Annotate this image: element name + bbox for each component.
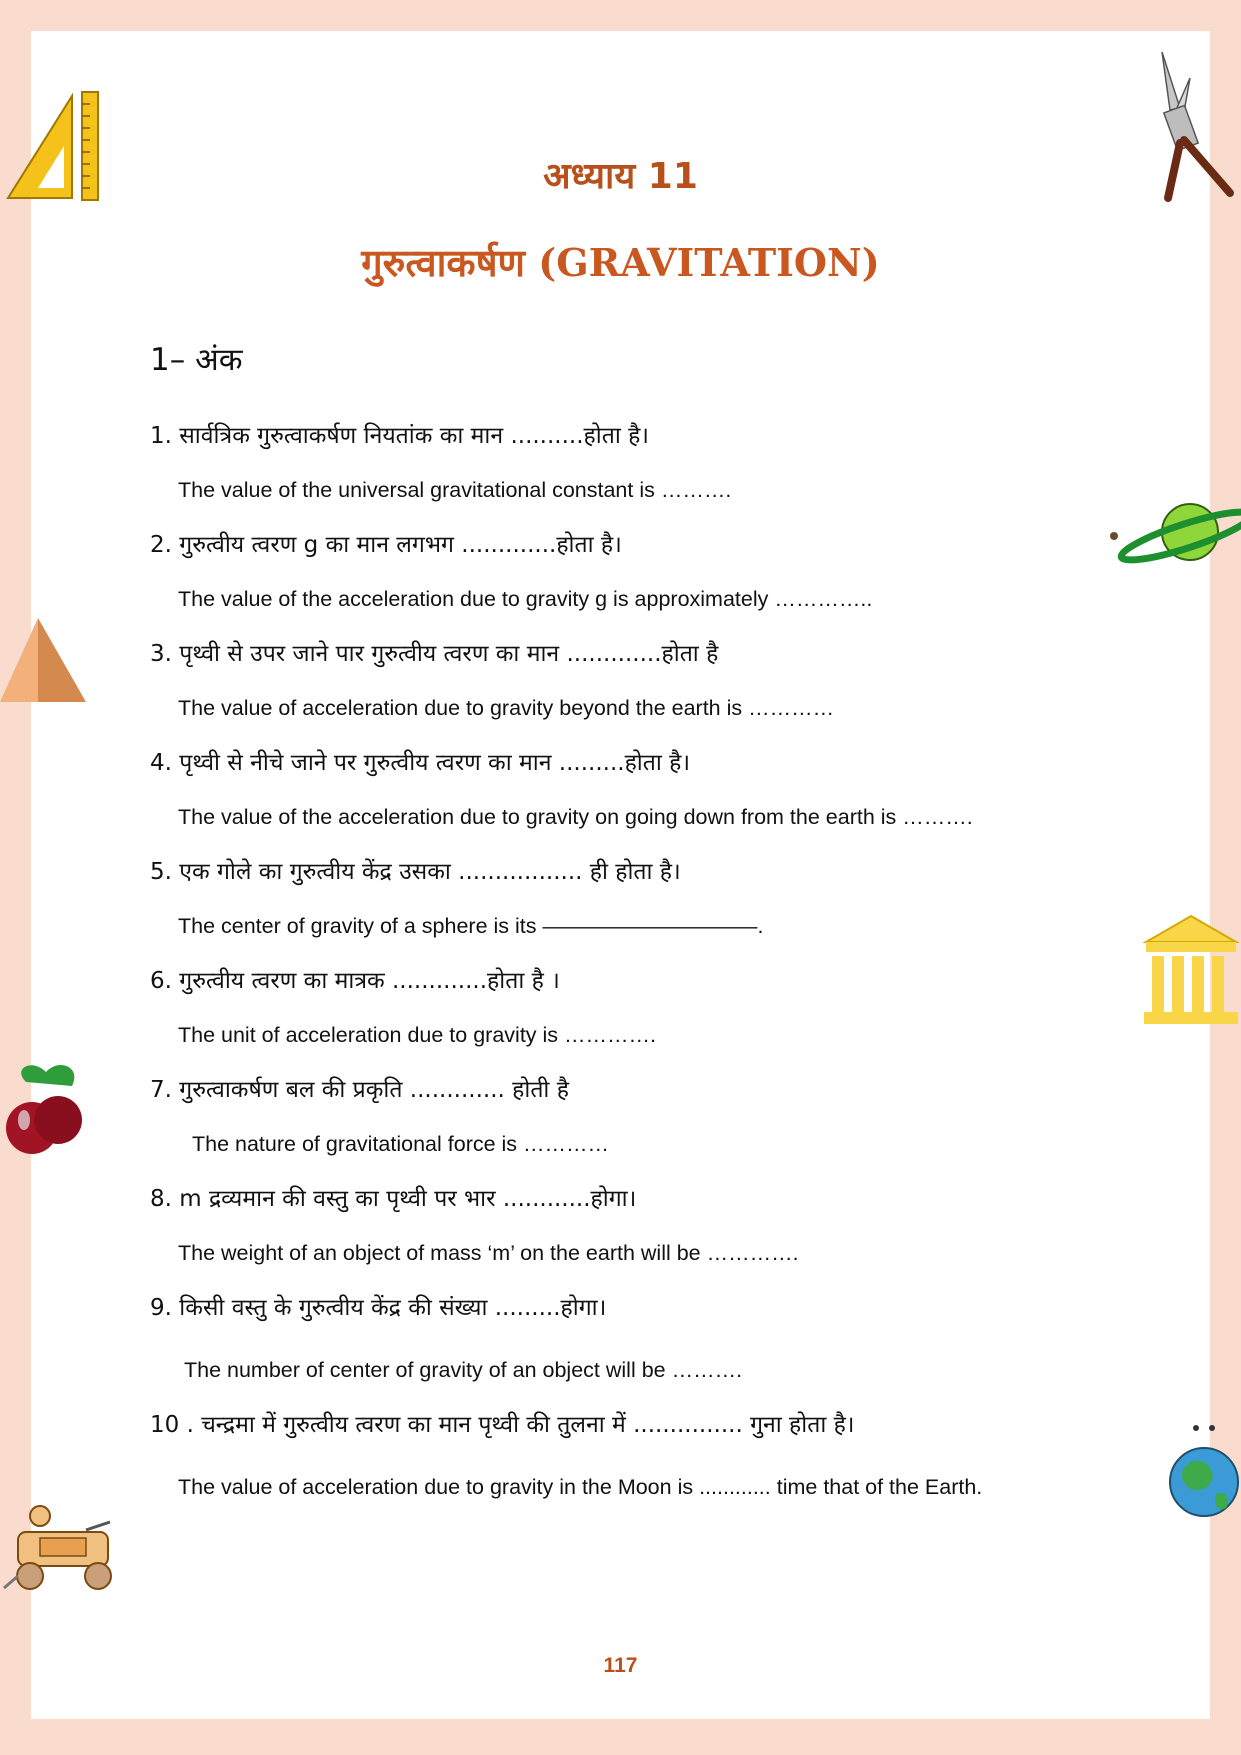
question-5-english: The center of gravity of a sphere is its ——————————. <box>178 914 764 938</box>
vehicle-icon <box>0 1502 125 1597</box>
question-10-english: The value of acceleration due to gravity in the Moon is ............ time that of the Earth. <box>178 1475 983 1499</box>
question-7-english: The nature of gravitational force is ………… <box>192 1132 610 1156</box>
question-5-hindi: 5. एक गोले का गुरुत्वीय केंद्र उसका ................. ही होता है। <box>150 859 681 885</box>
question-6-hindi: 6. गुरुत्वीय त्वरण का मात्रक .............होता है । <box>150 968 560 994</box>
page-number: 117 <box>603 1654 638 1677</box>
question-9-english: The number of center of gravity of an object will be ………. <box>184 1358 743 1382</box>
saturn-planet-icon <box>1108 498 1241 570</box>
chapter-title: गुरुत्वाकर्षण (GRAVITATION) <box>361 240 880 285</box>
greek-temple-icon <box>1142 912 1240 1027</box>
question-8-hindi: 8. m द्रव्यमान की वस्तु का पृथ्वी पर भार ............होगा। <box>150 1186 637 1212</box>
question-3-english: The value of acceleration due to gravity beyond the earth is ………… <box>178 696 835 720</box>
earth-globe-icon <box>1168 1420 1240 1520</box>
question-2-hindi: 2. गुरुत्वीय त्वरण g का मान लगभग .............होता है। <box>150 532 622 558</box>
question-4-english: The value of the acceleration due to gravity on going down from the earth is ………. <box>178 805 973 829</box>
section-heading: 1– अंक <box>150 342 243 378</box>
apple-icon <box>2 1058 88 1166</box>
question-9-hindi: 9. किसी वस्तु के गुरुत्वीय केंद्र की संख्या .........होगा। <box>150 1295 607 1321</box>
pyramid-icon <box>0 616 88 704</box>
question-1-english: The value of the universal gravitational constant is ………. <box>178 478 732 502</box>
question-8-english: The weight of an object of mass ‘m’ on the earth will be …………. <box>178 1241 799 1265</box>
question-7-hindi: 7. गुरुत्वाकर्षण बल की प्रकृति ............. होती है <box>150 1077 569 1103</box>
question-1-hindi: 1. सार्वत्रिक गुरुत्वाकर्षण नियतांक का मान ..........होता है। <box>150 423 650 449</box>
question-3-hindi: 3. पृथ्वी से उपर जाने पार गुरुत्वीय त्वरण का मान .............होता है <box>150 641 719 667</box>
question-4-hindi: 4. पृथ्वी से नीचे जाने पर गुरुत्वीय त्वरण का मान .........होता है। <box>150 750 691 776</box>
question-10-hindi: 10 . चन्द्रमा में गुरुत्वीय त्वरण का मान पृथ्वी की तुलना में ............... गुना होता है। <box>150 1412 855 1438</box>
question-6-english: The unit of acceleration due to gravity is …………. <box>178 1023 656 1047</box>
chapter-heading: अध्याय 11 <box>543 156 698 197</box>
question-2-english: The value of the acceleration due to gravity g is approximately ………….. <box>178 587 873 611</box>
